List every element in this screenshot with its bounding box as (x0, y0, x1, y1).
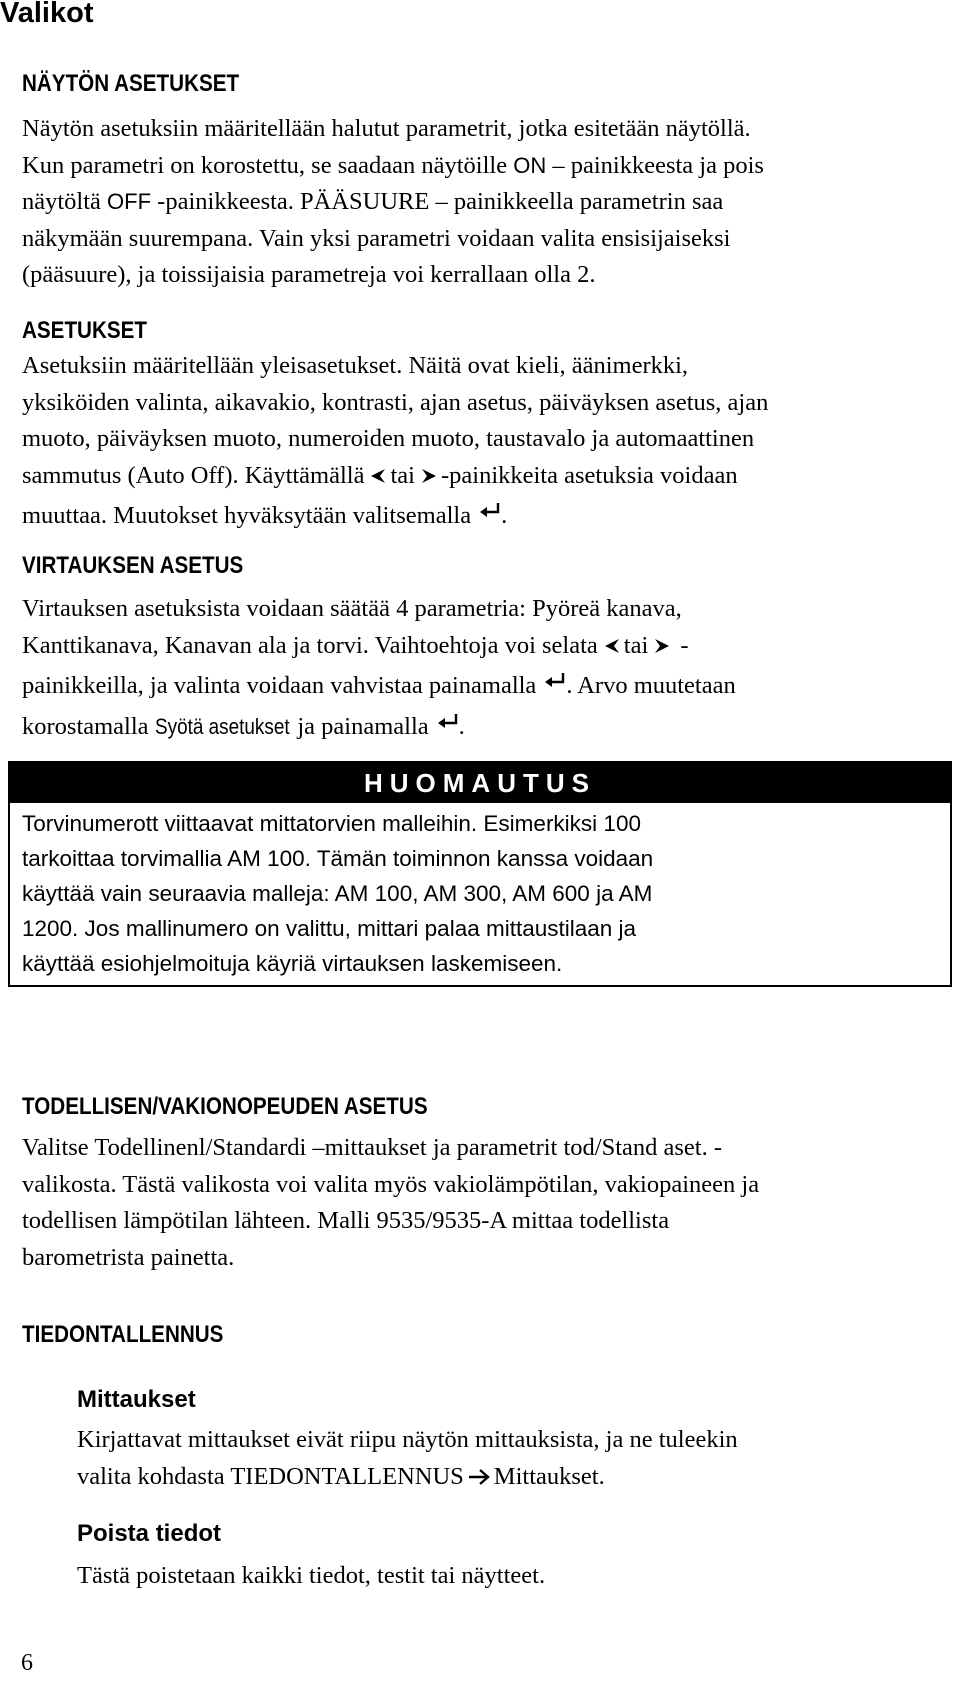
actual-standard-section (22, 1092, 942, 1276)
flow-settings-heading: VIRTAUKSEN ASETUS (22, 552, 244, 579)
display-settings-section (22, 69, 942, 294)
flow-settings-text-1: Virtauksen asetuksista voidaan säätää 4 parametria: Pyöreä kanava, Kanttikanava, Kanavan ala ja torvi. Vaihtoehtoja voi selata (22, 595, 682, 659)
page-number: 6 (21, 1650, 33, 1676)
note-header-text: HUOMAUTUS (364, 768, 596, 798)
delete-data-heading: Poista tiedot (77, 1520, 222, 1547)
settings-text-1: Asetuksiin määritellään yleisasetukset. Näitä ovat kieli, äänimerkki, yksiköiden valinta, aikavakio, kontrasti, ajan asetus, päiväyksen asetus, ajan muoto, päiväyksen muoto, numeroiden muoto, taustavalo ja automaattinen sammutus (Auto Off). Käyttämällä (22, 352, 769, 489)
enter-icon (479, 494, 501, 512)
enter-icon (544, 664, 566, 682)
measurements-heading: Mittaukset (77, 1386, 196, 1413)
settings-heading: ASETUKSET (22, 317, 148, 344)
settings-text-2: tai (390, 461, 415, 489)
key-on-label: ON (513, 152, 547, 178)
right-arrowhead-icon (421, 459, 437, 475)
data-storage-heading: TIEDONTALLENNUS (22, 1321, 224, 1348)
key-enter-settings-label: Syötä asetukset (154, 713, 290, 739)
flow-settings-section (22, 551, 942, 745)
display-settings-text-3: -painikkeesta. PÄÄSUURE – painikkeella parametrin saa näkymään suurempana. Vain yksi parametri voidaan valita ensisijaiseksi (pääsuure), ja toissijaisia parametreja voi kerrallaan olla 2. (22, 188, 731, 288)
measurements-text-2: Mittaukset. (493, 1462, 605, 1490)
settings-text-3: -painikkeita asetuksia voidaan muuttaa. Muutokset hyväksytään valitsemalla (22, 461, 738, 529)
settings-section (22, 316, 942, 535)
display-settings-text (22, 111, 942, 294)
display-settings-text-2: – painikkeesta ja pois näytöltä (22, 151, 764, 215)
delete-data-subsection (77, 1518, 937, 1595)
left-arrowhead-icon (370, 459, 386, 475)
actual-standard-text: Valitse Todellinenl/Standardi –mittaukset ja parametrit tod/Stand aset. - valikosta. Tästä valikosta voi valita myös vakiolämpötilan, vakiopaineen ja todellisen lämpötilan lähteen. Malli 9535/9535-A mittaa todellista barometrista painetta. (22, 1134, 760, 1271)
flow-settings-text-6: . (458, 712, 465, 740)
note-header (10, 763, 950, 803)
enter-icon (437, 705, 459, 723)
key-off-label: OFF (107, 189, 152, 214)
flow-settings-text-5: ja painamalla (291, 712, 429, 740)
settings-text (22, 348, 942, 535)
flow-settings-text-2: tai (623, 631, 649, 659)
flow-settings-text-4: . Arvo muutetaan korostamalla (22, 672, 736, 740)
measurements-text (77, 1422, 937, 1495)
right-arrow-icon (468, 1460, 490, 1476)
measurements-text-1: Kirjattavat mittaukset eivät riipu näytön mittauksista, ja ne tuleekin valita kohdasta TIEDONTALLENNUS (77, 1426, 738, 1490)
page-title: Valikot (0, 0, 94, 29)
display-settings-heading: NÄYTÖN ASETUKSET (22, 70, 240, 97)
actual-standard-heading: TODELLISEN/VAKIONOPEUDEN ASETUS (22, 1093, 428, 1120)
delete-data-text: Tästä poistetaan kaikki tiedot, testit tai näytteet. (77, 1562, 546, 1589)
flow-settings-text (22, 591, 942, 745)
left-arrowhead-icon (604, 629, 620, 645)
settings-text-4: . (501, 502, 508, 529)
measurements-subsection (77, 1384, 937, 1495)
data-storage-section (22, 1320, 942, 1350)
note-text: Torvinumerott viittaavat mittatorvien malleihin. Esimerkiksi 100 tarkoittaa torvimallia AM 100. Tämän toiminnon kanssa voidaan käyttää vain seuraavia malleja: AM 100, AM 300, AM 600 ja AM 1200. Jos mallinumero on valittu, mittari palaa mittaustilaan ja käyttää esiohjelmoituja käyriä virtauksen laskemiseen. (22, 811, 654, 976)
display-settings-text-1: Näytön asetuksiin määritellään halutut parametrit, jotka esitetään näytöllä. Kun parametri on korostettu, se saadaan näytöille (22, 115, 751, 179)
note-box (8, 761, 952, 987)
right-arrowhead-icon (654, 629, 670, 645)
flow-settings-text-3: - painikkeilla, ja valinta voidaan vahvistaa painamalla (22, 631, 689, 699)
